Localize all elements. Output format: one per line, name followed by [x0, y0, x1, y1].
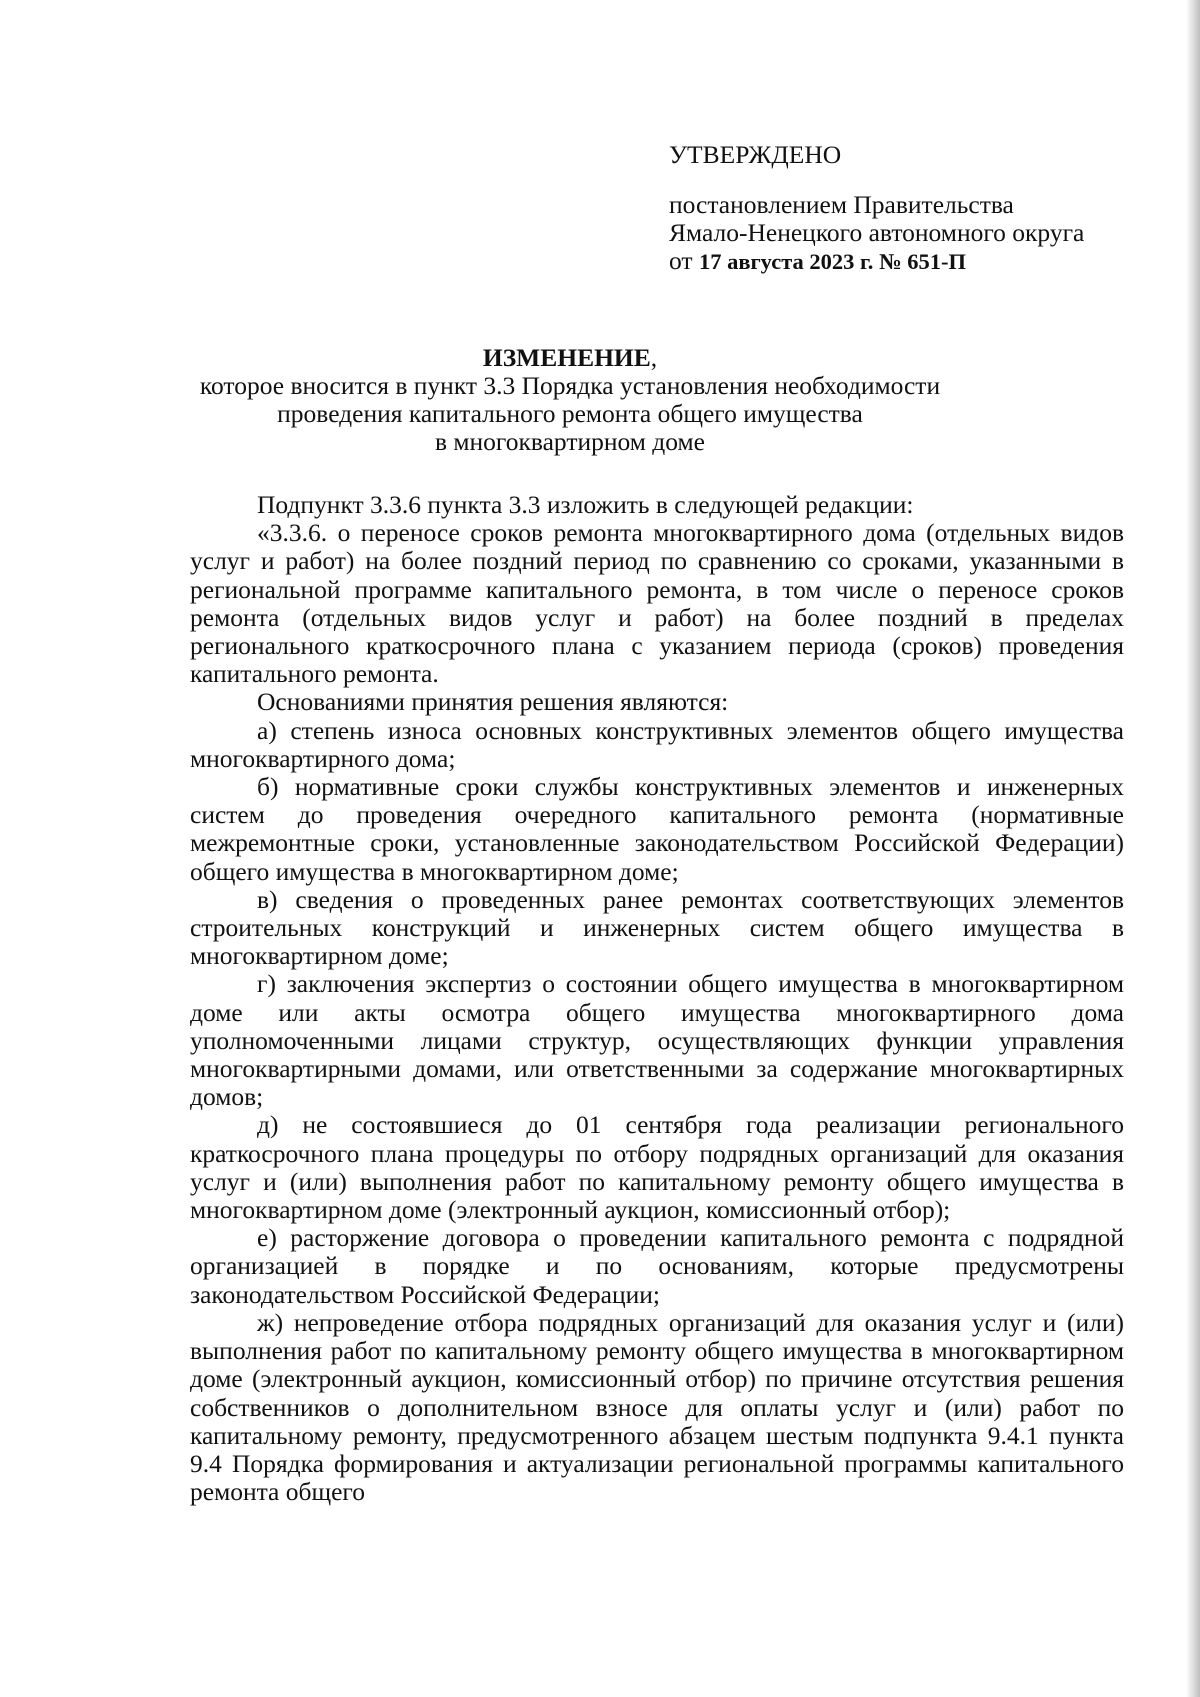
- paragraph-item-d: д) не состоявшиеся до 01 сентября года реализации регионального краткосрочного плана процедуры по отбору подрядных организаций для оказания услуг и (или) выполнения работ по капитальному ремонту общего имущества в многоквартирном доме (электронный аукцион, комиссионный отбор);: [190, 1110, 1124, 1225]
- approval-line-2: Ямало-Ненецкого автономного округа: [669, 218, 1085, 247]
- heading-title: ИЗМЕНЕНИЕ: [482, 343, 651, 372]
- document-heading: [190, 344, 950, 456]
- scan-page-edge: [1186, 0, 1200, 1697]
- heading-line-3: в многоквартирном доме: [434, 427, 705, 456]
- paragraph-item-e: е) расторжение договора о проведении капитального ремонта с подрядной организацией в порядке и по основаниям, которые предусмотрены законодательством Российской Федерации;: [190, 1223, 1124, 1309]
- paragraph-item-a: а) степень износа основных конструктивных элементов общего имущества многоквартирного дома;: [190, 715, 1124, 773]
- paragraph-item-g: г) заключения экспертиз о состоянии общего имущества в многоквартирном доме или акты осмотра общего имущества многоквартирного дома уполномоченными лицами структур, осуществляющих функции управления многоквартирными домами, или ответственными за содержание многоквартирных домов;: [190, 969, 1124, 1112]
- approval-stamp: УТВЕРЖДЕНО: [669, 140, 842, 169]
- heading-line-1: которое вносится в пункт 3.3 Порядка установления необходимости: [199, 371, 941, 400]
- heading-title-suffix: ,: [650, 343, 658, 372]
- approval-date-prefix: от: [669, 246, 693, 275]
- paragraph-grounds: Основаниями принятия решения являются:: [257, 687, 729, 717]
- approval-date: [669, 247, 1139, 276]
- heading-title-line: [190, 344, 950, 372]
- paragraph-item-zh: ж) непроведение отбора подрядных организаций для оказания услуг и (или) выполнения работ по капитальному ремонту общего имущества в многоквартирном доме (электронный аукцион, комиссионный отбор) по причине отсутствия решения собственников о дополнительном взносе для оплаты услуг и (или) работ по капитальному ремонту, предусмотренного абзацем шестым подпункта 9.4.1 пункта 9.4 Порядка формирования и актуализации региональной программы капитального ремонта общего: [190, 1307, 1124, 1507]
- heading-line-2: проведения капитального ремонта общего имущества: [277, 399, 863, 428]
- paragraph-intro: Подпункт 3.3.6 пункта 3.3 изложить в следующей редакции:: [257, 490, 914, 519]
- paragraph-item-b: б) нормативные сроки службы конструктивных элементов и инженерных систем до проведения очередного капитального ремонта (нормативные межремонтные сроки, установленные законодательством Российской Федерации) общего имущества в многоквартирном доме;: [190, 772, 1124, 886]
- approval-block: [669, 141, 1139, 276]
- paragraph-item-v: в) сведения о проведенных ранее ремонтах соответствующих элементов строительных конструкций и инженерных систем общего имущества в многоквартирном доме;: [190, 884, 1124, 971]
- paragraph-3-3-6: «3.3.6. о переносе сроков ремонта многоквартирного дома (отдельных видов услуг и работ) на более поздний период по сравнению со сроками, указанными в региональной программе капитального ремонта, в том числе о переносе сроков ремонта (отдельных видов услуг и работ) на более поздний в пределах регионального краткосрочного плана с указанием периода (сроков) проведения капитального ремонта.: [190, 518, 1124, 689]
- approval-line-1: постановлением Правительства: [669, 190, 1014, 219]
- approval-date-number: 17 августа 2023 г. № 651-П: [698, 249, 966, 274]
- document-body: [190, 491, 1124, 1506]
